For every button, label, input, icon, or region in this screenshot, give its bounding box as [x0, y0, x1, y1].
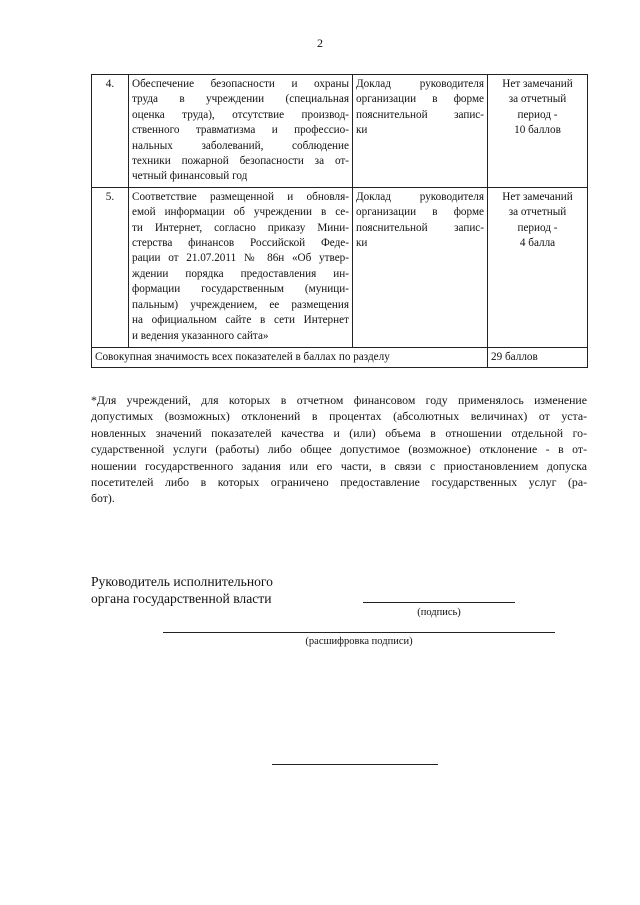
- page-number: 2: [317, 36, 323, 50]
- description-line: рации от 21.07.2011 № 86н «Об утвер-: [132, 252, 349, 265]
- score-line: за отчетный: [508, 206, 567, 219]
- source-line: ки: [356, 237, 368, 250]
- indicator-description: [129, 75, 353, 188]
- information-source: [353, 187, 488, 347]
- signature-caption: (подпись): [417, 607, 461, 618]
- description-line: и ведения указанного сайта»: [132, 329, 269, 342]
- signature-line: [363, 602, 515, 603]
- score-criteria: [488, 187, 588, 347]
- score-line: Нет замечаний: [502, 78, 573, 90]
- table-row-5: [92, 187, 588, 347]
- source-line: пояснительной запис-: [356, 108, 484, 121]
- information-source: [353, 75, 488, 188]
- source-line: Доклад руководителя: [356, 190, 484, 203]
- source-line: организации в форме: [356, 93, 484, 106]
- description-line: техники пожарной безопасности за от-: [132, 155, 349, 168]
- description-line: стерства финансов Российской Феде-: [132, 237, 349, 250]
- indicator-description: [129, 187, 353, 347]
- description-line: емой информации об учреждении в се-: [132, 206, 349, 219]
- footnote-line: сударственной услуги (работы) либо общее допустимое (возможное) отклонение - в от-: [91, 442, 587, 457]
- description-line: ти Интернет, согласно приказу Мини-: [132, 221, 349, 234]
- signer-title-line: Руководитель исполнительного: [91, 574, 273, 589]
- row-number: 5.: [92, 187, 129, 347]
- source-line: Доклад руководителя: [356, 78, 484, 90]
- description-line: ственного травматизма и профессио-: [132, 124, 349, 137]
- decoding-line: [163, 632, 555, 633]
- criteria-table: [91, 74, 588, 368]
- footnote-line: ношении государственного задания или его части, в связи с приостановлением допуска: [91, 458, 587, 473]
- description-line: пальным) учреждением, ее размещения: [132, 298, 349, 311]
- footnote-line: бот).: [91, 491, 115, 506]
- decoding-caption: (расшифровка подписи): [305, 636, 413, 647]
- description-line: четный финансовый год: [132, 170, 248, 183]
- description-line: на официальном сайте в сети Интернет: [132, 314, 349, 327]
- description-line: Соответствие размещенной и обновля-: [132, 190, 349, 203]
- footnote-line: *Для учреждений, для которых в отчетном финансовом году применялось изменение: [91, 393, 587, 407]
- description-line: формации государственным (муници-: [132, 283, 349, 296]
- row-number: 4.: [92, 75, 129, 188]
- score-criteria: [488, 75, 588, 188]
- footnote-line: посетителей либо в которых ограничено предоставление государственных услуг (ра-: [91, 475, 587, 490]
- total-value: 29 баллов: [488, 347, 588, 367]
- table-total-row: [92, 347, 588, 367]
- score-line: за отчетный: [508, 93, 567, 106]
- score-line: Нет замечаний: [502, 190, 573, 203]
- footnote: [91, 392, 587, 507]
- description-line: труда в учреждении (специальная: [132, 93, 349, 106]
- score-line: 10 баллов: [514, 124, 561, 137]
- signer-title: [91, 573, 273, 607]
- footnote-line: новленных значений показателей качества и (или) объема в отношении отдельной го-: [91, 425, 587, 440]
- blank-line: [272, 764, 438, 765]
- description-line: Обеспечение безопасности и охраны: [132, 78, 349, 90]
- table-row-4: [92, 75, 588, 188]
- description-line: ждении порядка предоставления ин-: [132, 267, 349, 280]
- score-line: 4 балла: [519, 237, 556, 250]
- score-line: период -: [517, 221, 558, 234]
- description-line: оценка труда), отсутствие производ-: [132, 108, 349, 121]
- total-label: Совокупная значимость всех показателей в баллах по разделу: [92, 347, 488, 367]
- source-line: ки: [356, 124, 368, 137]
- description-line: нальных заболеваний, соблюдение: [132, 139, 349, 152]
- signer-title-line: органа государственной власти: [91, 591, 272, 606]
- footnote-line: допустимых (возможных) отклонений в процентах (абсолютных величинах) от уста-: [91, 409, 587, 424]
- source-line: пояснительной запис-: [356, 221, 484, 234]
- source-line: организации в форме: [356, 206, 484, 219]
- score-line: период -: [517, 108, 558, 121]
